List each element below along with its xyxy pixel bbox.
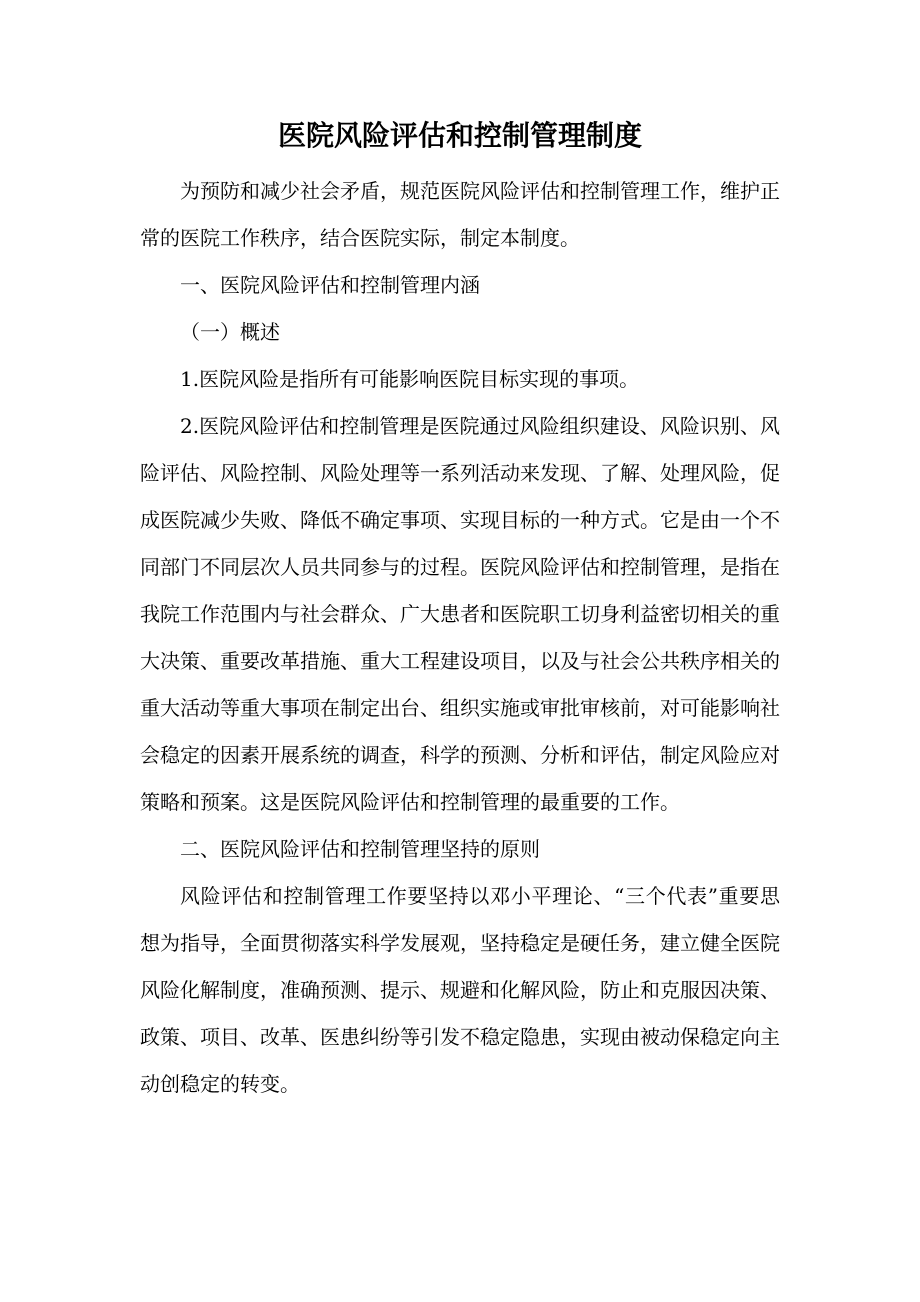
- item-1-paragraph: 1.医院风险是指所有可能影响医院目标实现的事项。: [180, 367, 640, 391]
- section-2-paragraph: 风险评估和控制管理工作要坚持以邓小平理论、“三个代表”重要思想为指导，全面贯彻落实科学发展观，坚持稳定是硬任务，建立健全医院风险化解制度，准确预测、提示、规避和化解风险，防止和克服因决策、政策、项目、改革、医患纠纷等引发不稳定隐患，实现由被动保稳定向主动创稳定的转变。: [140, 884, 780, 1096]
- item-2-paragraph: 2.医院风险评估和控制管理是医院通过风险组织建设、风险识别、风险评估、风险控制、风险处理等一系列活动来发现、了解、处理风险，促成医院减少失败、降低不确定事项、实现目标的一种方式。它是由一个不同部门不同层次人员共同参与的过程。医院风险评估和控制管理，是指在我院工作范围内与社会群众、广大患者和医院职工切身利益密切相关的重大决策、重要改革措施、重大工程建设项目，以及与社会公共秩序相关的重大活动等重大事项在制定出台、组织实施或审批审核前，对可能影响社会稳定的因素开展系统的调查，科学的预测、分析和评估，制定风险应对策略和预案。这是医院风险评估和控制管理的最重要的工作。: [140, 414, 780, 814]
- section-2-heading: 二、医院风险评估和控制管理坚持的原则: [180, 837, 540, 861]
- section-1-heading: 一、医院风险评估和控制管理内涵: [180, 273, 480, 297]
- subsection-1-heading: （一）概述: [180, 320, 280, 344]
- intro-paragraph: 为预防和减少社会矛盾，规范医院风险评估和控制管理工作，维护正常的医院工作秩序，结合医院实际，制定本制度。: [140, 179, 780, 250]
- document-body: [140, 168, 780, 1108]
- document-title: 医院风险评估和控制管理制度: [277, 119, 642, 152]
